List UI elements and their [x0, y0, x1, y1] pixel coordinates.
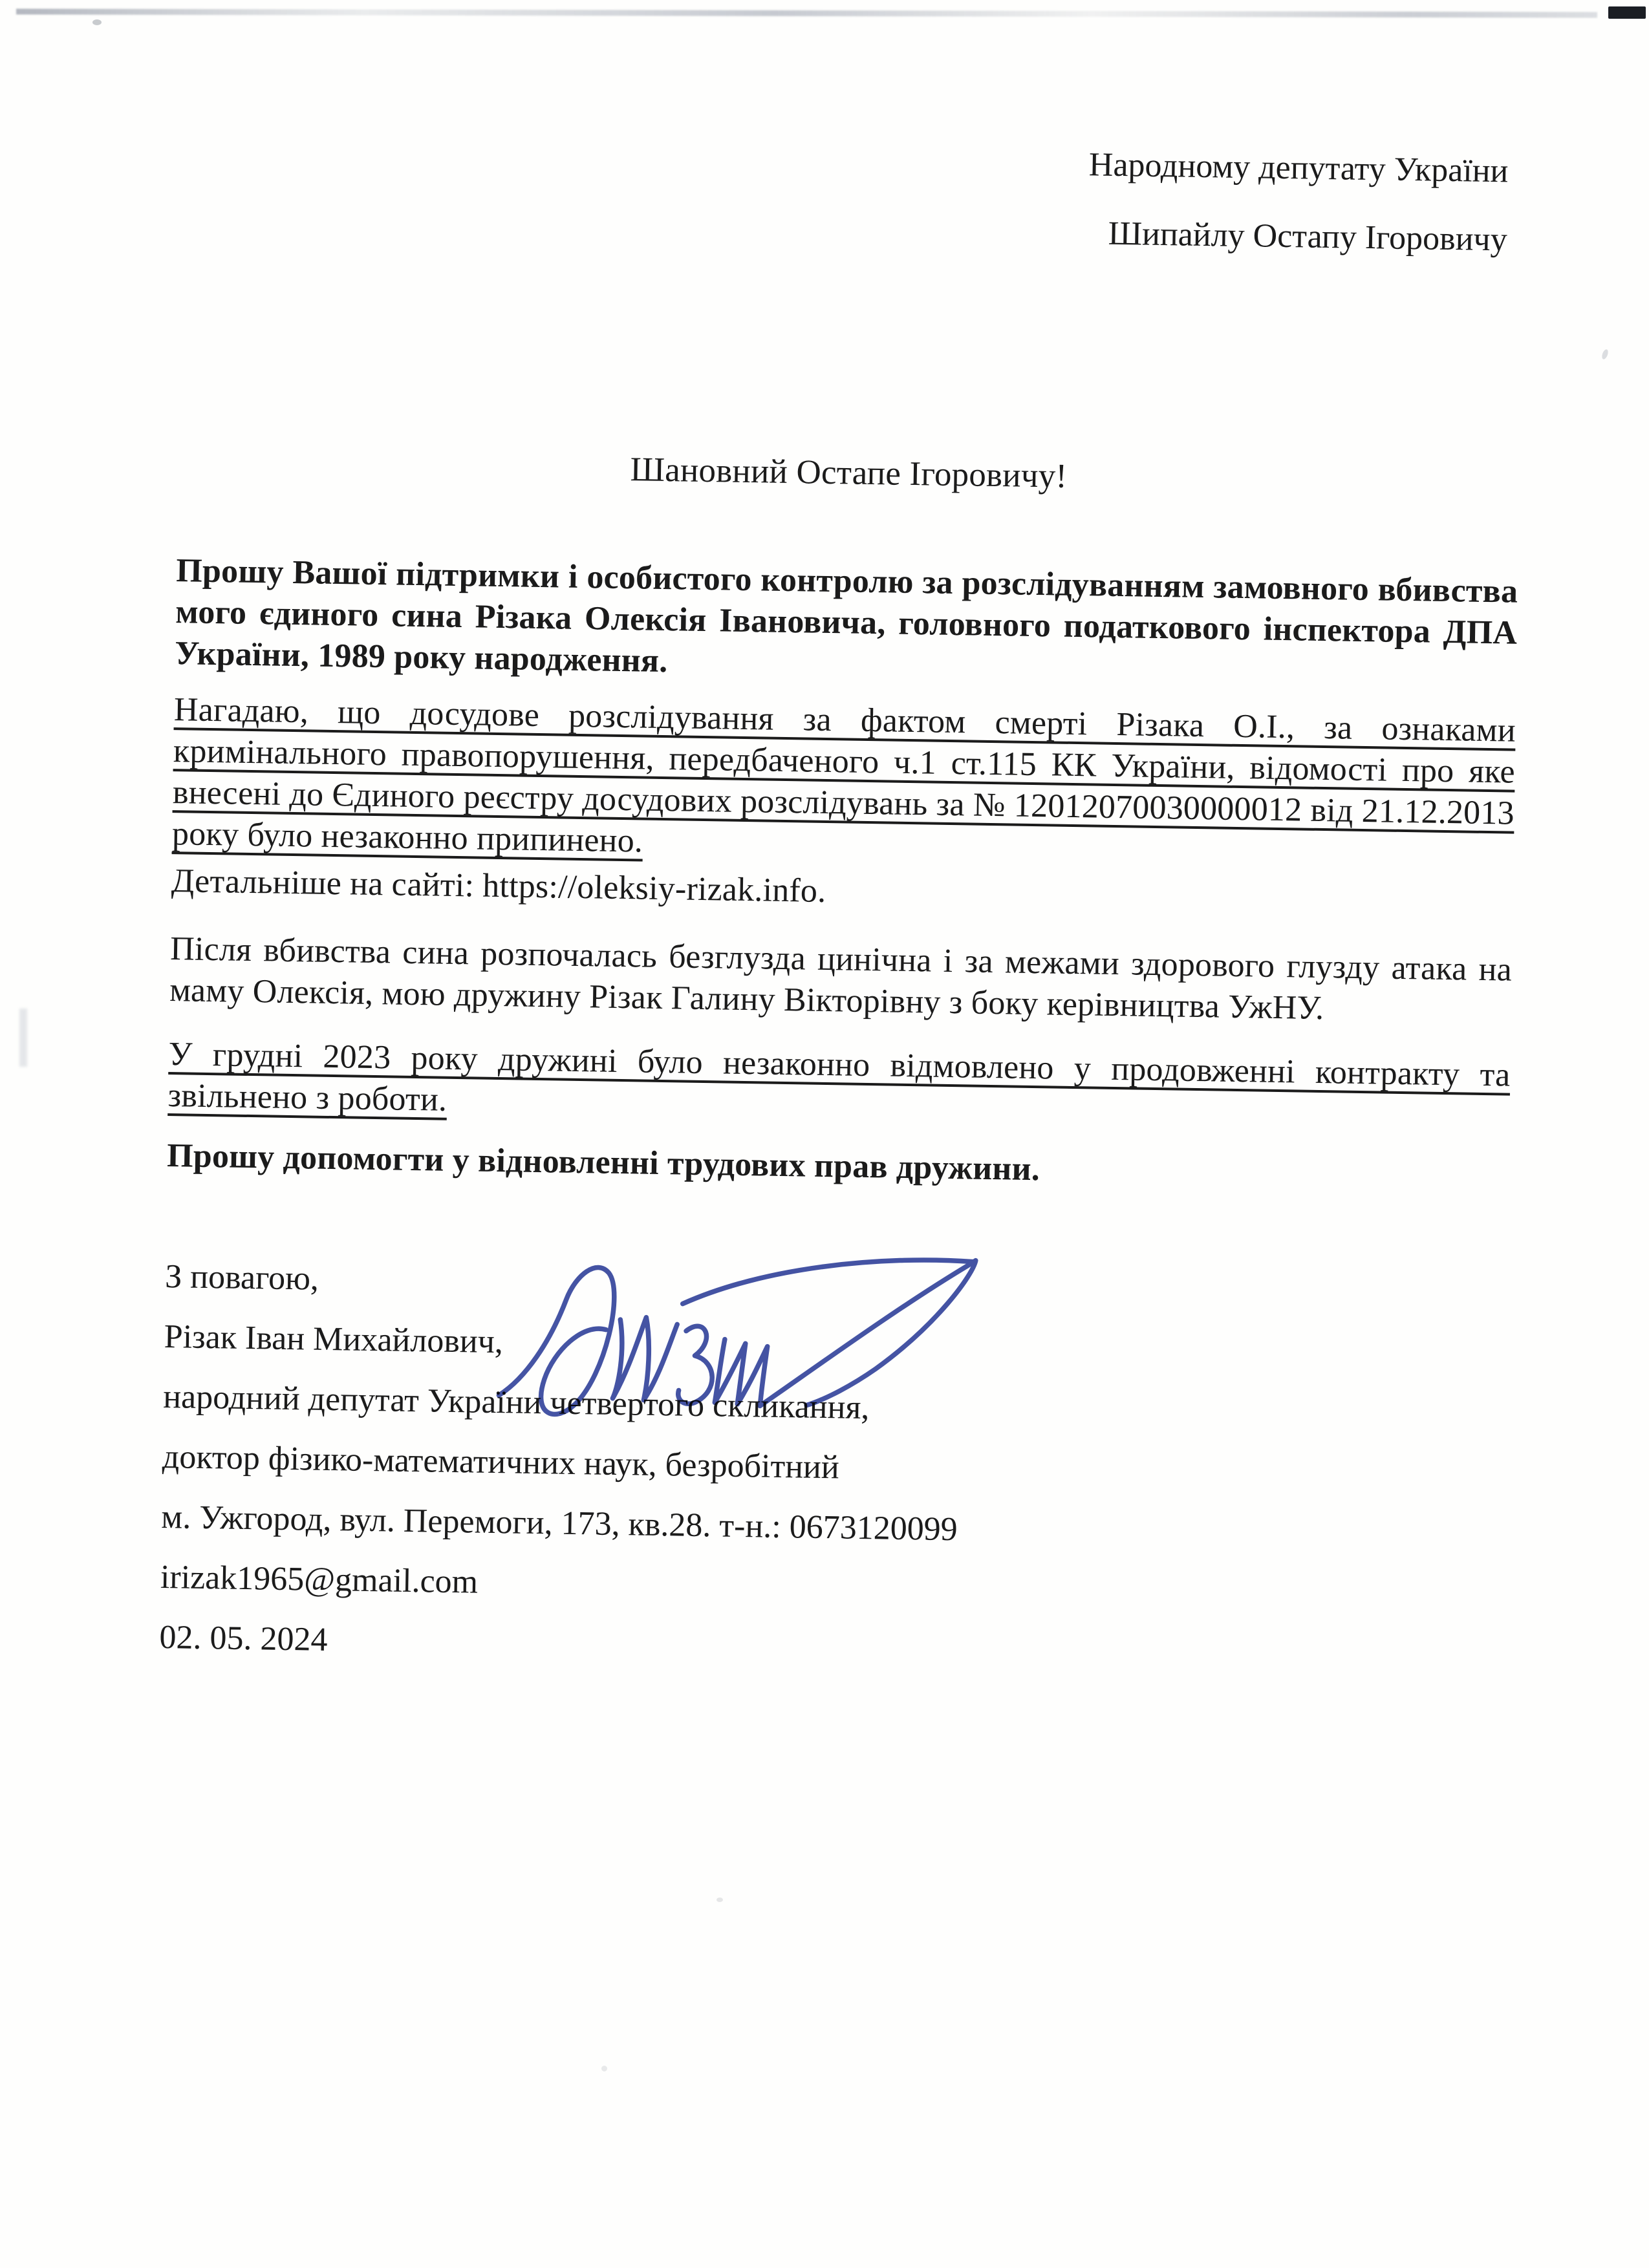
handwritten-signature-ink: [489, 1239, 1003, 1444]
paragraph-case-details: Нагадаю, що досудове розслідування за фактом смерті Різака О.І., за ознаками кримінального правопорушення, передбаченого ч.1 ст.115 КК України, відомості про яке внесені до Єдиного реєстру досудових розслідувань за № 12012070030000012 від 21.12.2013 року було незаконно припинено.: [171, 691, 1516, 860]
sender-title-1: народний депутат України четвертого скликання,: [162, 1378, 870, 1427]
sender-name: Різак Іван Михайлович,: [164, 1318, 504, 1361]
paragraph-help-request: Прошу допомогти у відновленні трудових прав дружини.: [166, 1137, 1040, 1188]
sender-email: irizak1965@gmail.com: [160, 1558, 479, 1601]
paragraph-website: Детальніше на сайті: https://oleksiy-rizak.info.: [171, 862, 826, 910]
recipient-line-2: Шипайлу Остапу Ігоровичу: [1108, 215, 1508, 259]
paragraph-contract-termination: У грудні 2023 року дружині було незаконно відмовлено у продовженні контракту та звільнено з роботи.: [167, 1036, 1511, 1118]
salutation: Шановний Остапе Ігоровичу!: [630, 451, 1068, 495]
sender-title-2: доктор фізико-математичних наук, безробітний: [162, 1438, 840, 1486]
letter-date: 02. 05. 2024: [159, 1618, 328, 1658]
recipient-line-1: Народному депутату України: [1088, 146, 1509, 190]
paragraph-wife-attack: Після вбивства сина розпочалась безглузда цинічна і за межами здорового глузду атака на маму Олексія, мою дружину Різак Галину Вікторівну з боку керівництва УжНУ.: [169, 930, 1513, 1027]
sender-address-phone: м. Ужгород, вул. Перемоги, 173, кв.28. т-н.: 0673120099: [160, 1498, 958, 1548]
scan-artifact-corner-bar: [1608, 6, 1646, 19]
paragraph-request-support: Прошу Вашої підтримки і особистого контролю за розслідуванням замовного вбивства мого єдиного сина Різака Олексія Івановича, головного податкового інспектора ДПА України, 1989 року народження.: [174, 552, 1518, 680]
recipient-block: [1088, 144, 1509, 261]
closing-line: З повагою,: [164, 1257, 319, 1298]
